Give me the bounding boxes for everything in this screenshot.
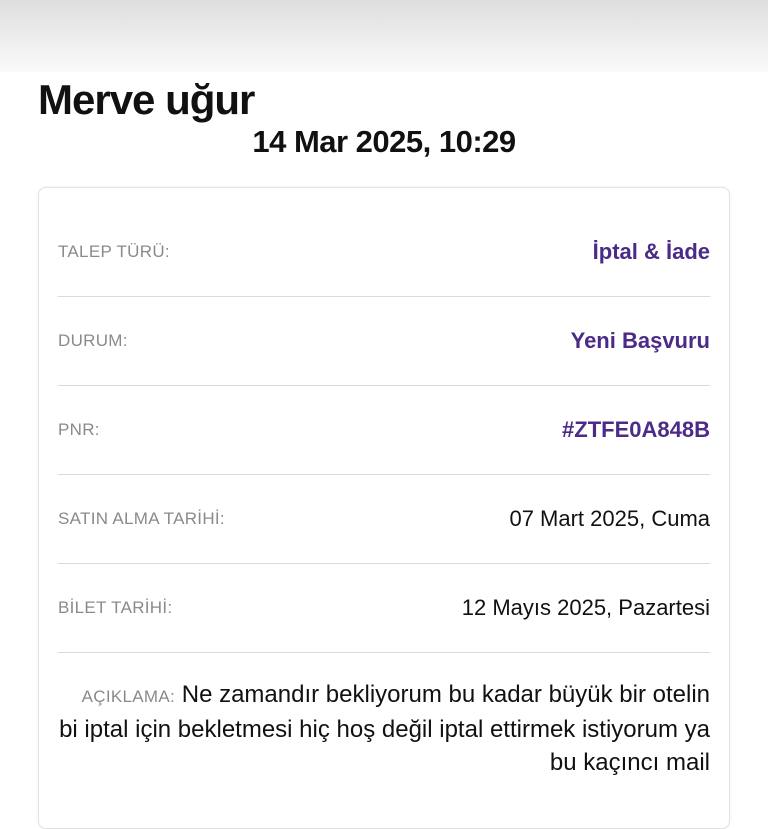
description-text: Ne zamandır bekliyorum bu kadar büyük bir otelin bi iptal için bekletmesi hiç hoş değil iptal ettirmek istiyorum ya bu kaçıncı mail [59, 681, 710, 776]
detail-label: TALEP TÜRÜ: [58, 241, 170, 261]
description-label: AÇIKLAMA: [81, 687, 176, 706]
detail-row-status [58, 296, 710, 386]
detail-label: SATIN ALMA TARİHİ: [58, 508, 225, 528]
detail-value: 07 Mart 2025, Cuma [509, 505, 710, 531]
detail-label: BİLET TARİHİ: [58, 597, 173, 617]
customer-name: Merve uğur [38, 76, 255, 123]
description [58, 678, 710, 779]
detail-row-pnr [58, 385, 710, 475]
detail-row-purchase-date [58, 474, 710, 564]
detail-value: Yeni Başvuru [570, 327, 710, 353]
detail-row-ticket-date [58, 563, 710, 653]
request-datetime: 14 Mar 2025, 10:29 [252, 124, 516, 159]
top-bar [0, 0, 768, 72]
detail-value: İptal & İade [592, 238, 710, 264]
detail-row-request-type [58, 207, 710, 297]
request-details-card [38, 187, 730, 829]
detail-label: DURUM: [58, 330, 128, 350]
detail-label: PNR: [58, 419, 100, 439]
detail-value: #ZTFE0A848B [562, 416, 710, 442]
detail-value: 12 Mayıs 2025, Pazartesi [461, 594, 710, 620]
